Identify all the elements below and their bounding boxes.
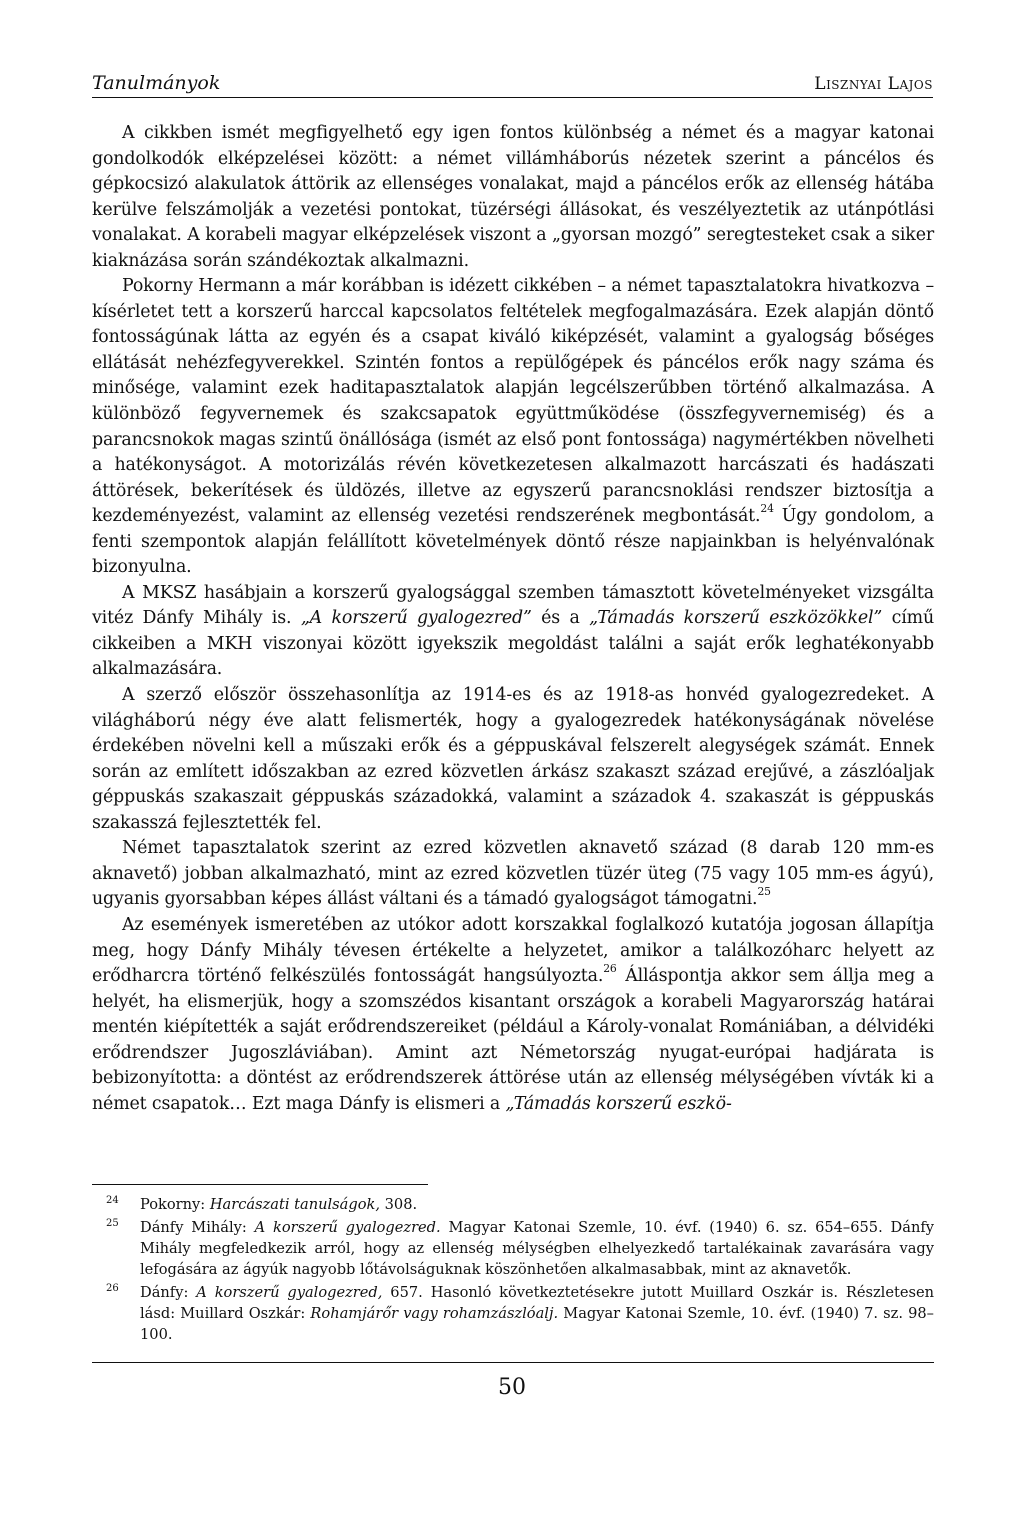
footnote-text: Magyar Katonai Szemle, 10. évf. (1940) 7. sz. 98–100.: [140, 1305, 934, 1343]
footnote-25: [106, 1217, 934, 1280]
footnote-title: Harcászati tanulságok,: [209, 1196, 380, 1213]
paragraph: [92, 274, 934, 581]
paragraph-text: Pokorny Hermann a már korábban is idézett cikkében – a német tapasztalatokra hivatkozva – kísérletet tett a korszerű harccal kapcsolatos feltételek megfogalmazására. Ezek alapján döntő fontosságúnak látta az egyén és a csapat kiváló kiképzését, valamint a gyalogság bőséges ellátását nehézfegyverekkel. Szintén fontos a repülőgépek és páncélos erők nagy száma és minősége, valamint ezek haditapasztalatok alapján legcélszerűbben történő alkalmazása. A különböző fegyvernemek és szakcsapatok együttműködése (összfegyvernemiség) és a parancsnokok magas szintű önállósága (ismét az első pont fontossága) nagymértékben növelheti a hatékonyságot. A motorizálás révén következetesen alkalmazott harcászati és hadászati áttörések, bekerítések és üldözés, illetve az egyszerű parancsnoklási rendszer biztosítja a kezdeményezést, valamint az ellenség vezetési rendszerének megbontását.: [92, 276, 934, 527]
paragraph-text: A szerző először összehasonlítja az 1914-es és az 1918-as honvéd gyalogezredeket. A világháború négy éve alatt felismerték, hogy a gyalogezredek hatékonyságának növelése érdekében növelni kell a műszaki erők és a géppuskával felszerelt alegységek számát. Ennek során az említett időszakban az ezred közvetlen árkász szakaszt század erejűvé, a zászlóaljak géppuskás szakaszait géppuskás századokká, valamint a századok 4. szakaszát is géppuskás szakasszá fejlesztették fel.: [92, 685, 934, 833]
footnote-text: Magyar Katonai Szemle, 10. évf. (1940) 6. sz. 654–655. Dánfy Mihály megfeledkezik arról, hogy az ellenség mélységben elhelyezkedő tartalékainak zavarására vagy lefogására az ágyúk nagyobb lőtávolságuknak köszönhetően alkalmasabbak, mint az aknavetők.: [140, 1219, 934, 1278]
footnote-number: 26: [106, 1283, 119, 1294]
paragraph-text: Az események ismeretében az utókor adott korszakkal foglalkozó kutatója jogosan állapítja meg, hogy Dánfy Mihály tévesen értékelte a helyzetet, amikor a találkozóharc helyett az erődharcra történő felkészülés fontosságát hangsúlyozta.: [92, 914, 934, 987]
paragraph-text: és a: [531, 608, 590, 629]
footnote-number: 25: [106, 1218, 119, 1229]
author-name: Lisznyai Lajos: [814, 74, 933, 94]
paragraph: [92, 683, 934, 836]
footnote-ref[interactable]: 24: [760, 501, 774, 515]
footnote-text: 657. Hasonló következtetésekre jutott Muillard Oszkár is. Részletesen lásd: Muillard Oszkár:: [140, 1284, 934, 1322]
article-body: [92, 121, 934, 1117]
footnote-26: [106, 1282, 934, 1345]
footnote-title: Rohamjárőr vagy rohamzászlóalj.: [310, 1305, 559, 1322]
footnote-ref[interactable]: 25: [757, 884, 771, 898]
footnote-text: Pokorny:: [140, 1196, 210, 1213]
footnote-number: 24: [106, 1195, 119, 1206]
footnote-text: Dánfy Mihály:: [140, 1219, 255, 1236]
footnote-ref[interactable]: 26: [603, 961, 617, 975]
page-number: 50: [498, 1375, 526, 1400]
footnotes: [106, 1194, 934, 1347]
paragraph: [92, 913, 934, 1117]
footnote-text: 308.: [380, 1196, 418, 1213]
paragraph-text: Német tapasztalatok szerint az ezred közvetlen aknavető század (8 darab 120 mm-es aknavető) jobban alkalmazható, mint az ezred közvetlen tüzér üteg (75 vagy 105 mm-es ágyú), ugyanis gyorsabban képes állást váltani és a támadó gyalogságot támogatni.: [92, 838, 934, 910]
paragraph: [92, 581, 934, 683]
footnote-divider: [92, 1184, 428, 1185]
paragraph-text: című cikkeiben a MKH viszonyai között igyekszik megoldást találni a saját erők leghatékonyabb alkalmazására.: [92, 608, 934, 680]
paragraph-text: Álláspontja akkor sem állja meg a helyét, ha elismerjük, hogy a szomszédos kisantant országok a korabeli Magyarország határai mentén kiépítették a saját erődrendszereiket (például a Károly-vonalat Romániában, a délvidéki erődrendszer Jugoszláviában). Amint azt Németország nyugat-európai hadjárata is bebizonyította: a döntést az erődrendszerek áttörése után az ellenség mélységében vívták ki a német csapatok… Ezt maga Dánfy is elismeri a: [92, 966, 934, 1114]
paragraph: [92, 836, 934, 913]
paragraph-text: A cikkben ismét megfigyelhető egy igen fontos különbség a német és a magyar katonai gondolkodók elképzelései között: a német villámháborús nézetek szerint a páncélos és gépkocsizó alakulatok áttörik az ellenséges vonalakat, majd a páncélos erők az ellenség hátába kerülve felszámolják a vezetési pontokat, tüzérségi állásokat, és veszélyeztetik az utánpótlási vonalakat. A korabeli magyar elképzelések viszont a „gyorsan mozgó” seregtesteket csak a siker kiaknázása során szándékoztak alkalmazni.: [92, 123, 934, 271]
journal-section-title: Tanulmányok: [92, 72, 221, 94]
paragraph-text: Úgy gondolom, a fenti szempontok alapján felállított követelmények döntő része napjainkban is helyénvalónak bizonyulna.: [92, 506, 934, 578]
cited-title: „Támadás korszerű eszkö-: [505, 1093, 732, 1114]
running-header: [92, 70, 933, 98]
paragraph-text: A MKSZ hasábjain a korszerű gyalogsággal szemben támasztott követelményeket vizsgálta vitéz Dánfy Mihály is.: [92, 582, 934, 629]
cited-title: „Támadás korszerű eszközökkel”: [589, 608, 883, 629]
footnote-24: [106, 1194, 934, 1215]
footnote-text: Dánfy:: [140, 1284, 197, 1301]
paragraph: [92, 121, 934, 274]
page-bottom-rule: [92, 1362, 934, 1363]
cited-title: „A korszerű gyalogezred”: [300, 608, 532, 629]
footnote-title: A korszerű gyalogezred,: [196, 1284, 383, 1301]
footnote-title: A korszerű gyalogezred.: [254, 1219, 441, 1236]
